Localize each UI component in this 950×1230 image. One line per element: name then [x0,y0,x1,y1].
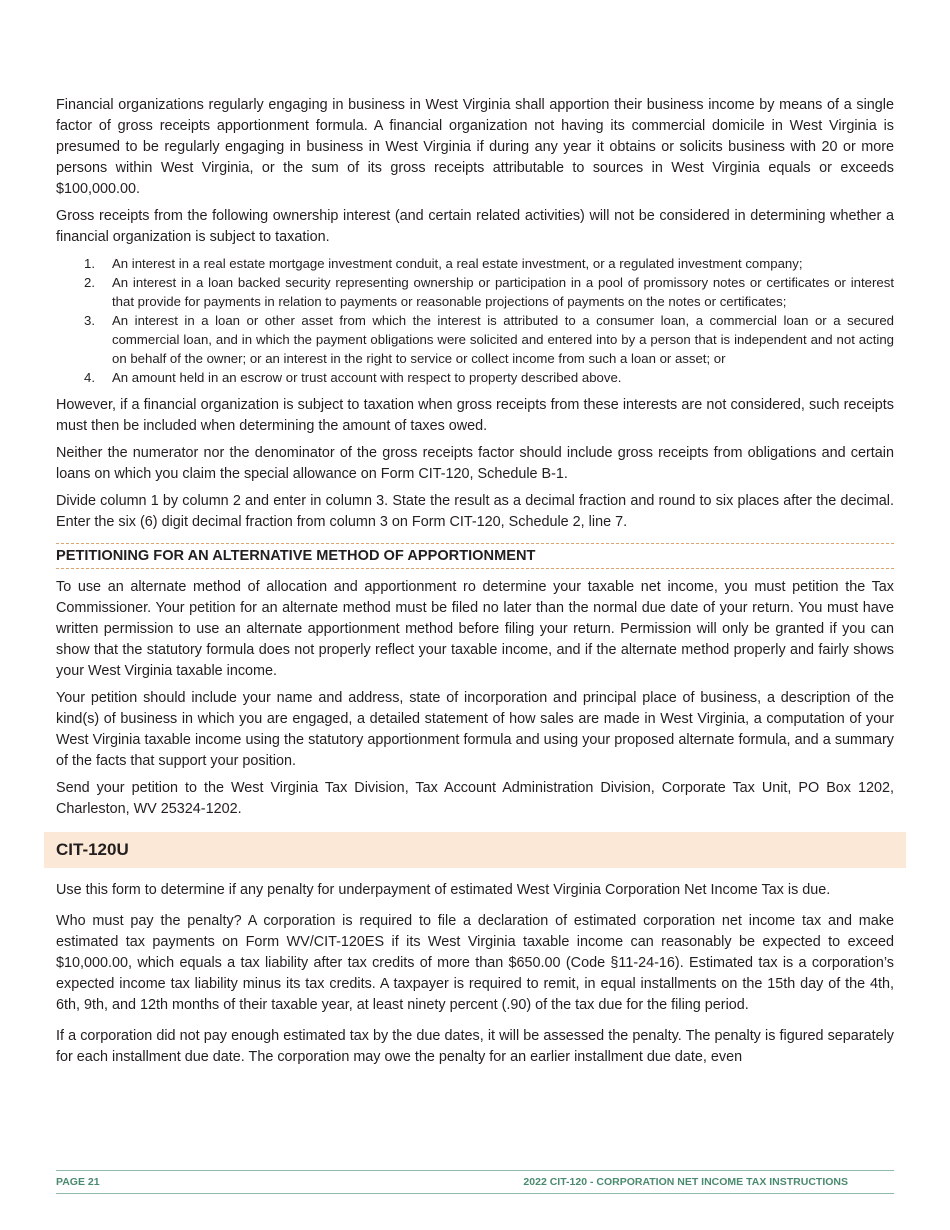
page-footer [56,1170,894,1194]
intro-paragraph-1: Financial organizations regularly engaging in business in West Virginia shall apportion their business income by means of a single factor of gross receipts apportionment formula. A financial organization not having its commercial domicile in West Virginia is presumed to be regularly engaging in business in West Virginia if during any year it obtains or solicits business with 20 or more persons within West Virginia, or the sum of its gross receipts attributable to sources in West Virginia equals or exceeds $100,000.00. [56,97,894,197]
list-item: 4. An amount held in an escrow or trust account with respect to property described above. [84,370,622,385]
page-number: PAGE 21 [56,1176,100,1188]
document-title: 2022 CIT-120 - CORPORATION NET INCOME TAX INSTRUCTIONS [523,1176,848,1188]
petition-paragraph-2: Your petition should include your name and address, state of incorporation and principal place of business, a description of the kind(s) of business in which you are engaged, a detailed statement of how sales are made in West Virginia, a computation of your West Virginia taxable income using the statutory apportionment formula and using your proposed alternate formula, and a summary of the facts that support your position. [56,690,894,769]
exclusion-list [56,254,894,387]
petition-paragraph-1: To use an alternate method of allocation and apportionment ro determine your taxable net income, you must petition the Tax Commissioner. Your petition for an alternate method must be filed no later than the normal due date of your return. You must have written permission to use an alternate apportionment method before filing your return. Permission will only be granted if you can show that the statutory formula does not properly reflect your taxable income, and if the alternate method properly and fairly shows your West Virginia taxable income. [56,579,894,679]
petition-section-heading: PETITIONING FOR AN ALTERNATIVE METHOD OF APPORTIONMENT [56,543,894,569]
intro-paragraph-2: Gross receipts from the following ownership interest (and certain related activities) will not be considered in determining whether a financial organization is subject to taxation. [56,208,894,245]
cit120u-paragraph-2: Who must pay the penalty? A corporation is required to file a declaration of estimated corporation net income tax and make estimated tax payments on Form WV/CIT-120ES if its West Virginia taxable income can reasonably be expected to exceed $10,000.00, which equals a tax liability after tax credits of more than $650.00 (Code §11-24-16). Estimated tax is a corporation’s expected income tax liability minus its tax credits. A taxpayer is required to remit, in equal installments on the 15th day of the 4th, 6th, 9th, and 12th months of their taxable year, at least ninety percent (.90) of the tax due for the filing period. [56,913,894,1013]
list-item: 2. An interest in a loan backed security representing ownership or participation in a pool of promissory notes or certificates or interest that provide for payments in relation to payments or reasonable projections of payments on the notes or certificates; [84,275,894,309]
petition-paragraph-3: Send your petition to the West Virginia Tax Division, Tax Account Administration Division, Corporate Tax Unit, PO Box 1202, Charleston, WV 25324-1202. [56,780,894,817]
cit120u-paragraph-3: If a corporation did not pay enough estimated tax by the due dates, it will be assessed the penalty. The penalty is figured separately for each installment due date. The corporation may owe the penalty for an earlier installment due date, even [56,1028,894,1065]
page-content [56,95,894,1078]
cit120u-section-heading: CIT-120U [44,832,906,868]
list-item: 3. An interest in a loan or other asset from which the interest is attributed to a consumer loan, a commercial loan or a secured commercial loan, and in which the payment obligations were solicited and entered into by a person that is independent and not acting on behalf of the owner; or an interest in the right to service or collect income from such a loan or asset; or [84,313,894,366]
numerator-paragraph: Neither the numerator nor the denominator of the gross receipts factor should include gross receipts from obligations and certain loans on which you claim the special allowance on Form CIT-120, Schedule B-1. [56,445,894,482]
divide-column-paragraph: Divide column 1 by column 2 and enter in column 3. State the result as a decimal fraction and round to six places after the decimal. Enter the six (6) digit decimal fraction from column 3 on Form CIT-120, Schedule 2, line 7. [56,493,894,530]
list-item: 1. An interest in a real estate mortgage investment conduit, a real estate investment, or a regulated investment company; [84,256,803,271]
however-paragraph: However, if a financial organization is subject to taxation when gross receipts from these interests are not considered, such receipts must then be included when determining the amount of taxes owed. [56,397,894,434]
cit120u-paragraph-1: Use this form to determine if any penalty for underpayment of estimated West Virginia Corporation Net Income Tax is due. [56,882,831,898]
